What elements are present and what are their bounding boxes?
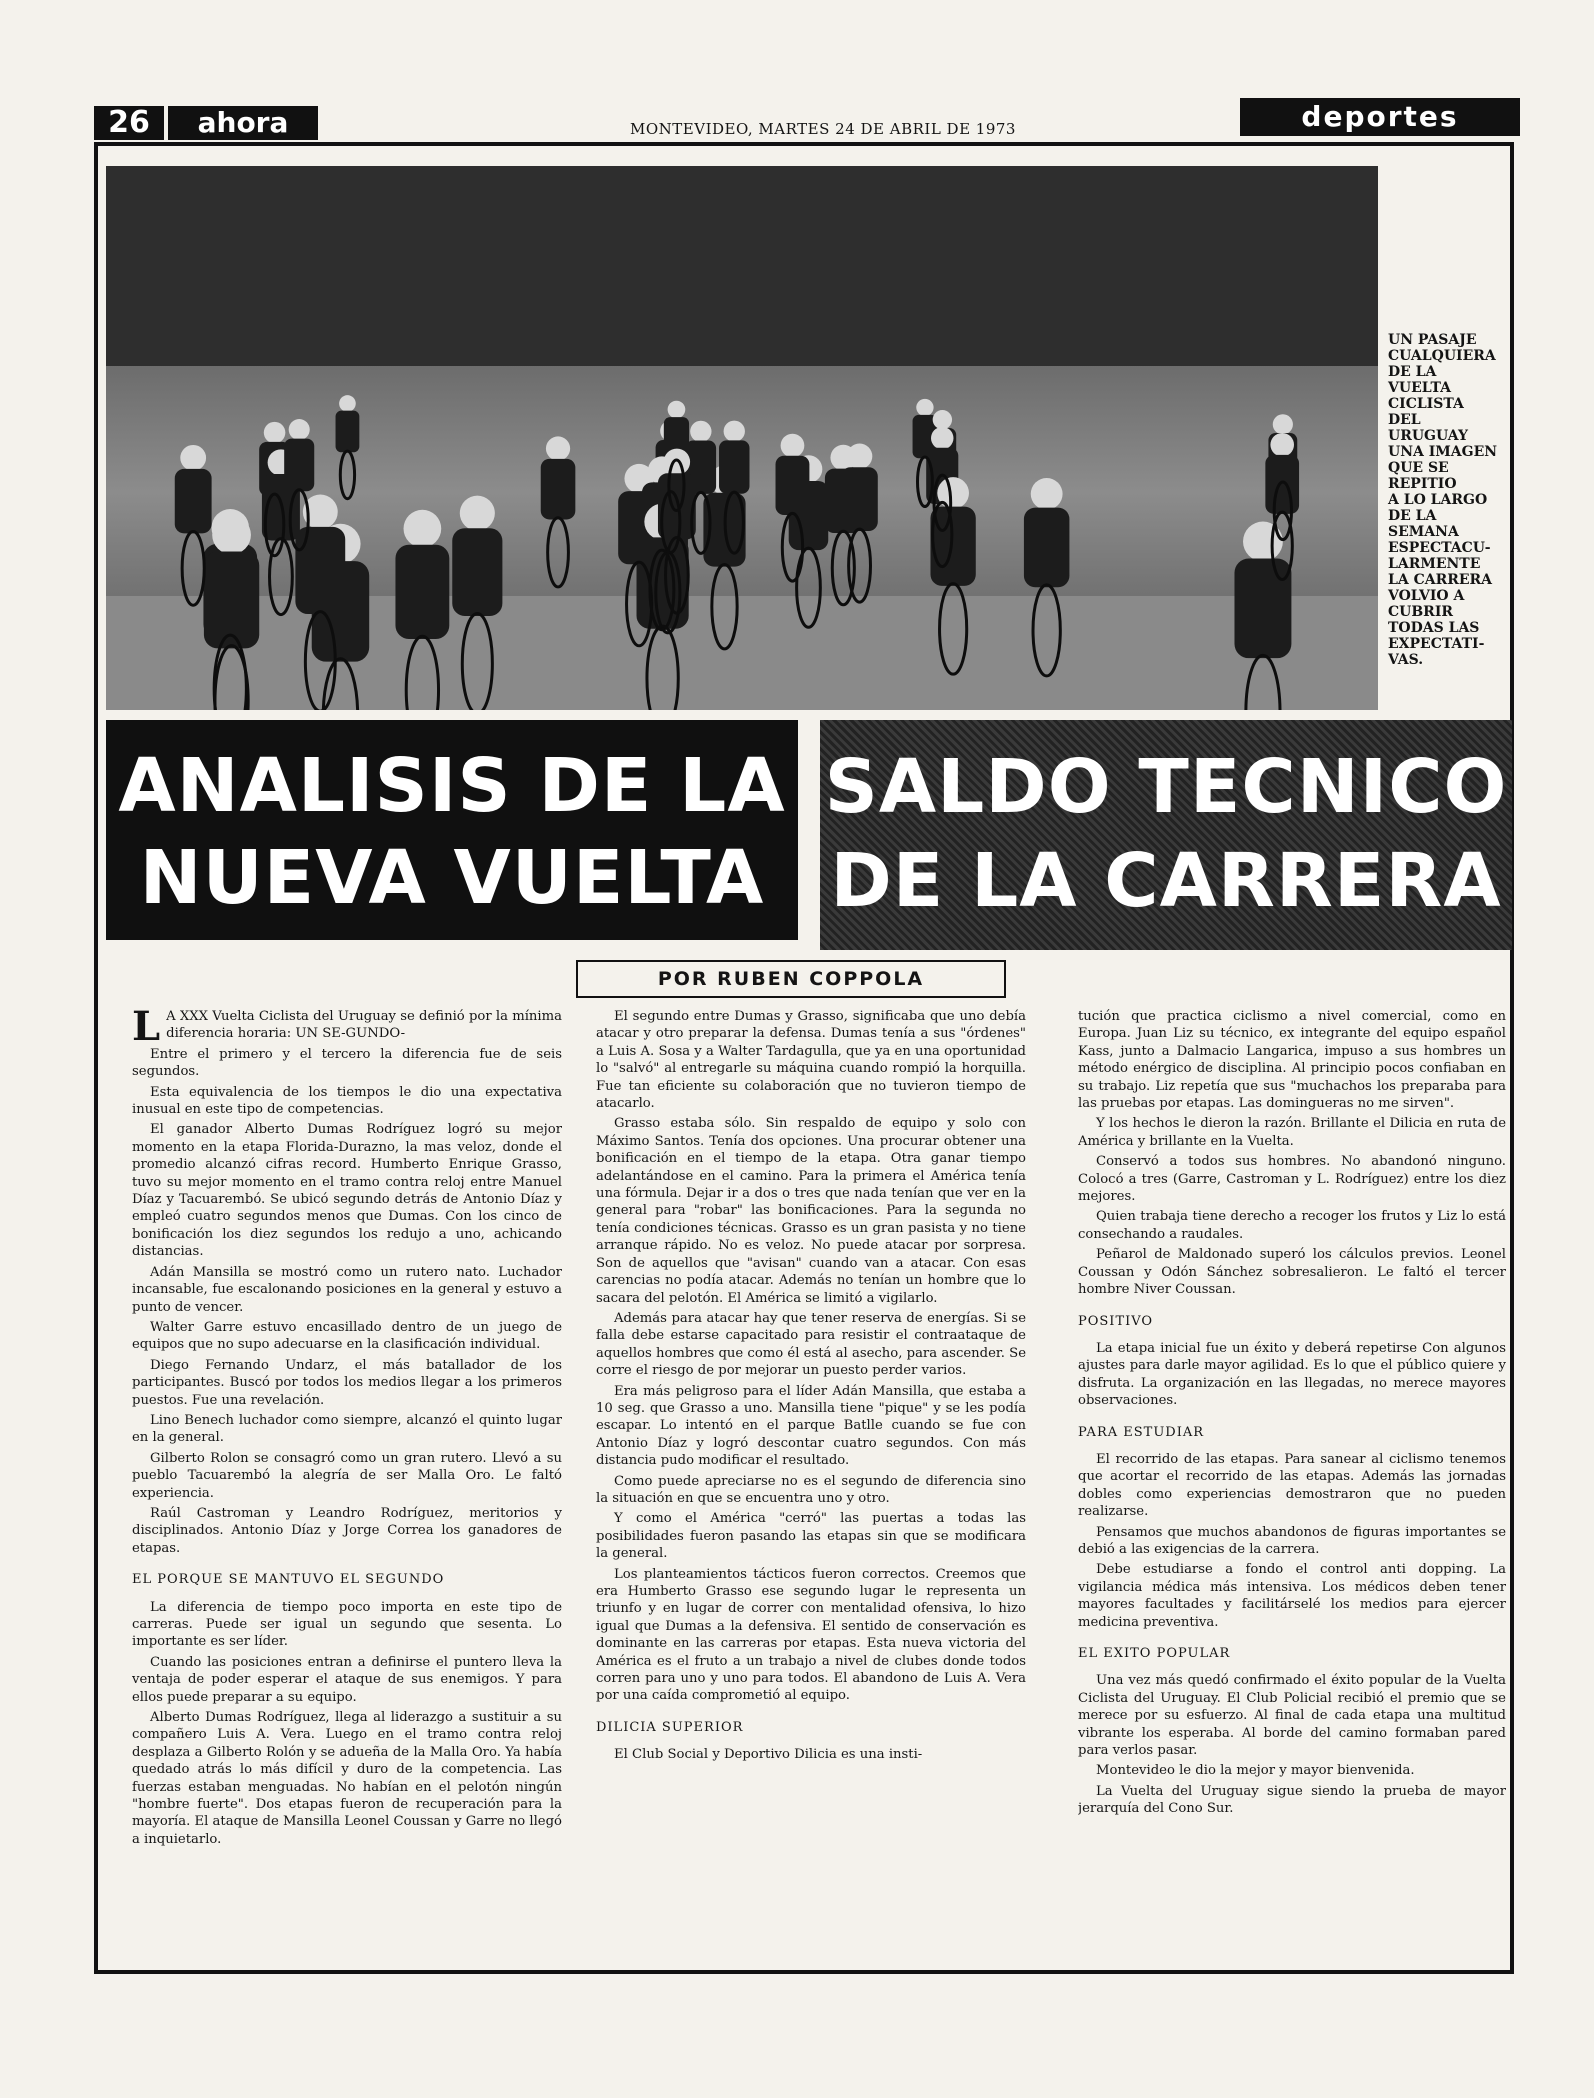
paragraph: El recorrido de las etapas. Para sanear al ciclismo tenemos que acortar el recorrido de las etapas. Además las jornadas dobles como experiencias demostraron que no pueden realizarse.: [1078, 1451, 1506, 1520]
rider-head: [180, 445, 206, 471]
cyclists-illustration: [106, 166, 1378, 710]
subheading: DILICIA SUPERIOR: [596, 1719, 744, 1735]
rider-head: [664, 449, 690, 475]
subheading: EL EXITO POPULAR: [1078, 1646, 1231, 1661]
paragraph: Era más peligroso para el líder Adán Mansilla, que estaba a 10 seg. que Grasso a uno. Mansilla tiene "pique" y se les podía escapar. Lo intentó en el parque Batlle cuando se fue con Antonio Díaz y logró descontar cuatro segundos. Con más distancia pudo modificar el resultado.: [596, 1383, 1026, 1469]
rider-body: [541, 459, 576, 520]
rider-body: [1234, 559, 1291, 659]
rider-body: [930, 507, 975, 586]
paragraph-text: A XXX Vuelta Ciclista del Uruguay se definió por la mínima diferencia horaria: UN SE-GUNDO-: [166, 1009, 562, 1042]
paragraph: Esta equivalencia de los tiempos le dio una expectativa inusual en este tipo de competencias.: [132, 1084, 562, 1118]
paragraph: Y como el América "cerró" las puertas a todas las posibilidades fueron pasando las etapas sin que se modificara la general.: [596, 1511, 1026, 1562]
headline-left: [106, 720, 798, 940]
rider-body: [295, 527, 345, 614]
rider-head: [264, 422, 286, 444]
rider-head: [460, 496, 495, 531]
peloton-photo: [106, 166, 1378, 710]
rider-head: [937, 477, 969, 509]
paragraph: Adán Mansilla se mostró como un rutero nato. Luchador incansable, fue escalonando posiciones en la general y estuvo a punto de vencer.: [132, 1264, 562, 1315]
rider-body: [336, 411, 360, 453]
rider-body: [175, 469, 212, 533]
paragraph: Una vez más quedó confirmado el éxito popular de la Vuelta Ciclista del Uruguay. El Club Policial recibió el premio que se merece por su esfuerzo. Al final de cada etapa una multitud vibrante los esperaba. Al borde del camino formaban pared para verlos pasar.: [1078, 1673, 1506, 1759]
section-label: deportes: [1240, 98, 1520, 136]
paragraph: Peñarol de Maldonado superó los cálculos previos. Leonel Coussan y Odón Sánchez sobresalieron. Le faltó el tercer hombre Niver Coussan.: [1078, 1247, 1506, 1298]
headline-right-line1: SALDO TECNICO: [824, 744, 1508, 830]
bicycle-wheel: [849, 529, 871, 602]
rider-head: [690, 421, 711, 442]
rider-head: [339, 395, 356, 412]
paragraph: tución que practica ciclismo a nivel comercial, como en Europa. Juan Liz su técnico, ex integrante del equipo español Kass, junto a Dalmacio Langarica, impuso a sus hombres un método enérgico de disciplina. Al principio pocos confiaban en su trabajo. Liz repetía que sus "muchachos los preparaba para las pruebas por etapas. Las domingueras no me sirven".: [1078, 1009, 1506, 1112]
subheading: POSITIVO: [1078, 1313, 1154, 1329]
rider-body: [1024, 508, 1070, 588]
bicycle-wheel: [340, 451, 354, 499]
bicycle-wheel: [548, 518, 569, 587]
rider-head: [1273, 414, 1293, 434]
paragraph: La etapa inicial fue un éxito y deberá repetirse Con algunos ajustes para darle mayor agilidad. Es lo que el público quiere y disfruta. La organización en las llegadas, no merece mayores observaciones.: [1078, 1340, 1506, 1409]
paragraph: Además para atacar hay que tener reserva de energías. Si se falla debe estarse capacitado para resistir el contraataque de aquellos hombres que como él está al asecho, para ascender. Se corre el riesgo de por mejorar un puesto perder varios.: [596, 1310, 1026, 1379]
paragraph: Alberto Dumas Rodríguez, llega al liderazgo a sustituir a su compañero Luis A. Vera. Luego en el tramo contra reloj desplaza a Gilberto Rolón y se adueña de la Malla Oro. Ya había quedado atrás lo más difícil y duro de la competencia. Las fuerzas estaban menguadas. No habían en el pelotón ningún "hombre fuerte". Dos etapas fueron de recuperación para la mayoría. El ataque de Mansilla Leonel Coussan y Garre no llegó a inquietarlo.: [132, 1710, 562, 1847]
headline-right: [820, 720, 1512, 950]
rider-head: [1270, 433, 1294, 457]
rider-head: [724, 421, 745, 442]
paragraph: Gilberto Rolon se consagró como un gran rutero. Llevó a su pueblo Tacuarembó la alegría de ser Malla Oro. Le faltó experiencia.: [132, 1450, 562, 1501]
paragraph: Lino Benech luchador como siempre, alcanzó el quinto lugar en la general.: [132, 1412, 562, 1446]
byline: POR RUBEN COPPOLA: [576, 960, 1006, 998]
rider-head: [1031, 478, 1063, 510]
rider-head: [933, 410, 952, 429]
paragraph: Pensamos que muchos abandonos de figuras importantes se debió a las exigencias de la carrera.: [1078, 1524, 1506, 1557]
rider-body: [395, 545, 449, 639]
rider-head: [404, 510, 442, 548]
paragraph: Walter Garre estuvo encasillado dentro de un juego de equipos que no supo adecuarse en la clasificación individual.: [132, 1319, 562, 1353]
article-column-1: [132, 1008, 562, 1948]
rider-body: [719, 440, 749, 493]
rider-head: [781, 434, 805, 458]
headline-right-line2: DE LA CARRERA: [830, 838, 1502, 924]
bicycle-wheel: [182, 532, 204, 606]
paragraph: Cuando las posiciones entran a definirse el puntero lleva la ventaja de poder esperar el ataque de sus enemigos. Y para ellos puede preparar a su equipo.: [132, 1654, 562, 1705]
rider-body: [841, 467, 877, 531]
article-column-3: [1078, 1008, 1506, 1948]
headline-left-line1: ANALISIS DE LA: [118, 743, 786, 829]
paragraph: La diferencia de tiempo poco importa en este tipo de carreras. Puede ser igual un segundo que sesenta. Lo importante es ser líder.: [132, 1599, 562, 1650]
rider-body: [284, 439, 314, 492]
drop-cap: L: [132, 1008, 161, 1050]
paragraph: El segundo entre Dumas y Grasso, significaba que uno debía atacar y otro preparar la defensa. Dumas tenía a sus "órdenes" a Luis A. Sosa y a Walter Tardagulla, que ya en una oportunidad lo "salvó" al entregarle su máquina cuando rompió la horquilla. Fue tan eficiente su colaboración que no tuvieron tiempo de atacarlo.: [596, 1009, 1026, 1112]
rider-head: [847, 443, 873, 469]
paragraph: Como puede apreciarse no es el segundo de diferencia sino la situación en que se encuentra uno y otro.: [596, 1473, 1026, 1506]
headline-left-line2: NUEVA VUELTA: [139, 835, 765, 921]
paragraph: [132, 1008, 562, 1050]
paragraph: Montevideo le dio la mejor y mayor bienvenida.: [1096, 1763, 1415, 1779]
paragraph: Debe estudiarse a fondo el control anti dopping. La vigilancia médica más intensiva. Los médicos deben tener mayores facultades y facilitárselé los medios para ejercer medicina preventiva.: [1078, 1562, 1506, 1630]
article-column-2: [596, 1008, 1026, 1948]
rider-head: [289, 419, 310, 440]
rider-head: [916, 399, 933, 416]
page-number: 26: [94, 106, 164, 140]
photo-caption: UN PASAJE CUALQUIERA DE LA VUELTA CICLISTA DEL URUGUAY UNA IMAGEN QUE SE REPITIO A LO LARGO DE LA SEMANA ESPECTACU- LARMENTE LA CARRERA VOLVIO A CUBRIR TODAS LAS EXPECTATI- VAS.: [1388, 332, 1498, 668]
paragraph: Los planteamientos tácticos fueron correctos. Creemos que era Humberto Grasso ese segundo lugar le representa un triunfo y en lugar de correr con mentalidad ofensiva, lo hizo igual que Dumas a la defensiva. El sentido de conservación es dominante en las carreras por etapas. Esta nueva victoria del América es el fruto a un trabajo a nivel de clubes donde todos corren para uno y uno para todos. El abandono de Luis A. Vera por una caída comprometió al equipo.: [596, 1566, 1026, 1704]
rider-head: [931, 427, 953, 449]
paragraph: Entre el primero y el tercero la diferencia fue de seis segundos.: [132, 1046, 562, 1080]
paragraph: Conservó a todos sus hombres. No abandonó ninguno. Colocó a tres (Garre, Castroman y L. Rodríguez) entre los diez mejores.: [1078, 1154, 1506, 1205]
dateline: MONTEVIDEO, MARTES 24 DE ABRIL DE 1973: [630, 120, 1016, 138]
rider-head: [668, 401, 686, 419]
paragraph: Diego Fernando Undarz, el más batallador de los participantes. Buscó por todos los medios llegar a los primeros puestos. Fue una revelación.: [132, 1357, 562, 1408]
subheading: PARA ESTUDIAR: [1078, 1424, 1205, 1440]
paragraph: El ganador Alberto Dumas Rodríguez logró su mejor momento en la etapa Florida-Durazno, la mas veloz, donde el promedio alcanzó cifras record. Humberto Enrique Grasso, tuvo su mejor momento en el tramo contra reloj entre Manuel Díaz y Tacuarembó. Se ubicó segundo detrás de Antonio Díaz y empleó cuatro segundos menos que Dumas. Con los cinco de bonificación los diez segundos los redujo a uno, achicando distancias.: [132, 1122, 562, 1260]
paragraph: Quien trabaja tiene derecho a recoger los frutos y Liz lo está consechando a raudales.: [1078, 1209, 1506, 1242]
paragraph: Raúl Castroman y Leandro Rodríguez, meritorios y disciplinados. Antonio Díaz y Jorge Correa los ganadores de etapas.: [132, 1505, 562, 1556]
rider-body: [452, 528, 502, 616]
paragraph: La Vuelta del Uruguay sigue siendo la prueba de mayor jerarquía del Cono Sur.: [1078, 1783, 1506, 1817]
subheading: EL PORQUE SE MANTUVO EL SEGUNDO: [132, 1572, 445, 1588]
paragraph: Grasso estaba sólo. Sin respaldo de equipo y solo con Máximo Santos. Tenía dos opciones. Una procurar obtener una bonificación en el tiempo de la etapa. Otra ganar tiempo adelantándose en el camino. Para la primera el América tenía una fórmula. Dejar ir a dos o tres que nada tenían que ver en la general para "robar" las bonificaciones. Para la segunda no tenía condiciones técnicas. Grasso es un gran pasista y no tiene arranque rápido. No es veloz. No puede atacar por sorpresa. Son de aquellos que "avisan" cuando van a atacar. Con esas carencias no podía atacar. Además no tenían un hombre que lo sacara del pelotón. El América se limitó a vigilarlo.: [596, 1116, 1026, 1306]
paragraph: Y los hechos le dieron la razón. Brillante el Dilicia en ruta de América y brillante en la Vuelta.: [1078, 1116, 1506, 1149]
rider-head: [546, 436, 570, 460]
paragraph: El Club Social y Deportivo Dilicia es una insti-: [614, 1747, 923, 1763]
rider-body: [1265, 455, 1299, 514]
rider-body: [776, 456, 810, 515]
publication-name: ahora: [168, 106, 318, 140]
rider-head: [212, 516, 251, 555]
